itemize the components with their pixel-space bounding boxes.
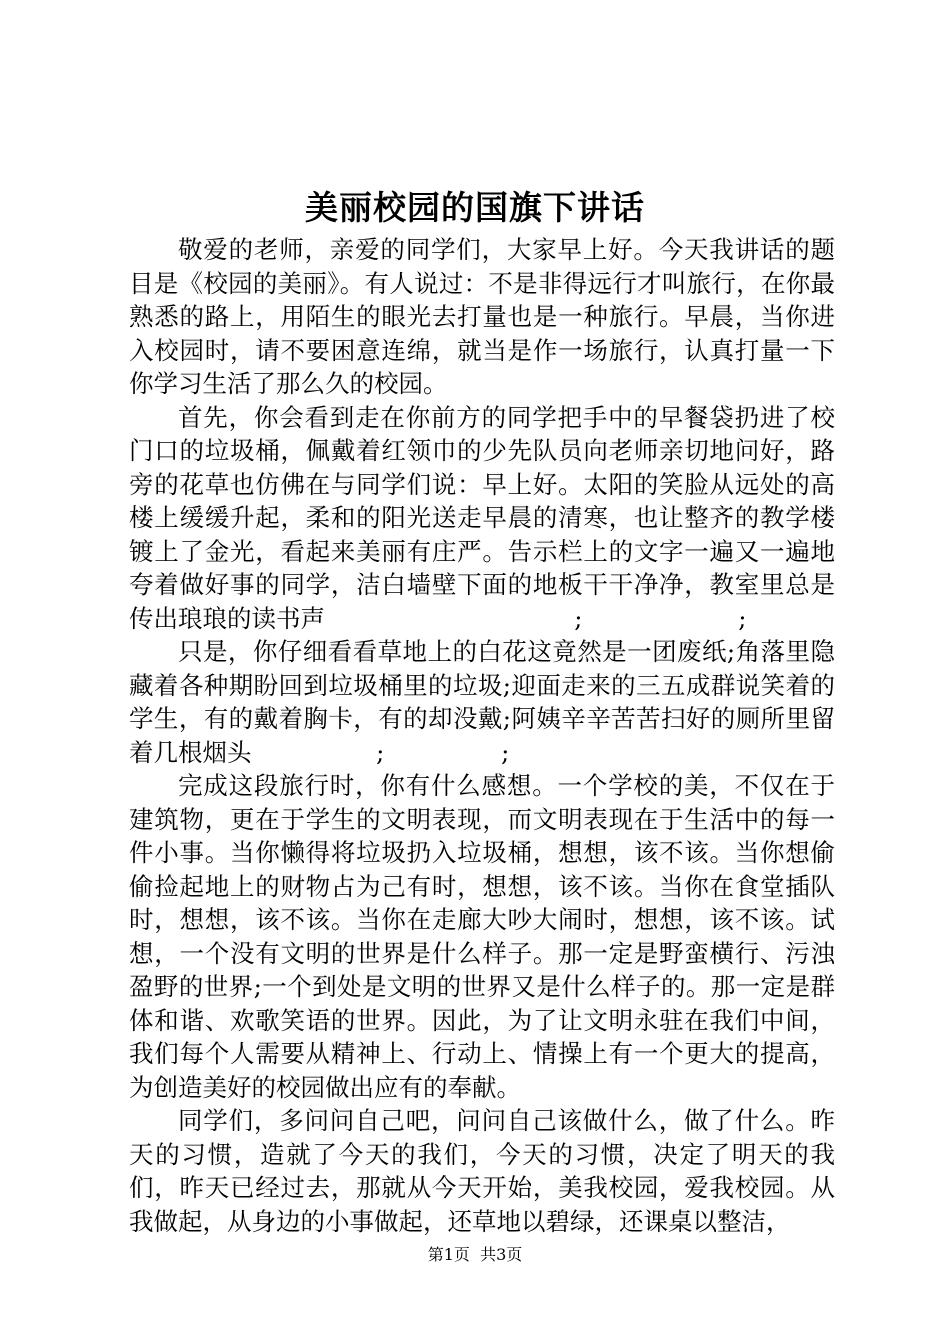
paragraph-problems: 只是，你仔细看看草地上的白花这竟然是一团废纸;角落里隐藏着各种期盼回到垃圾桶里的垃圾;迎面走来的三五成群说笑着的学生，有的戴着胸卡，有的却没戴;阿姨辛辛苦苦扫好的厕所里留着几根烟头 ; ; bbox=[129, 637, 835, 767]
paragraph-first-impression: 首先，你会看到走在你前方的同学把手中的早餐袋扔进了校门口的垃圾桶，佩戴着红领巾的少先队员向老师亲切地问好，路旁的花草也仿佛在与同学们说：早上好。太阳的笑脸从远处的高楼上缓缓升起，柔和的阳光送走早晨的清寒，也让整齐的教学楼镀上了金光，看起来美丽有庄严。告示栏上的文字一遍又一遍地夸着做好事的同学，洁白墙壁下面的地板干干净净，教室里总是传出琅琅的读书声 ; ; bbox=[129, 402, 835, 633]
document-body bbox=[129, 233, 835, 1238]
document-title: 美丽校园的国旗下讲话 bbox=[305, 188, 645, 227]
paragraph-reflection: 完成这段旅行时，你有什么感想。一个学校的美，不仅在于建筑物，更在于学生的文明表现，而文明表现在于生活中的每一件小事。当你懒得将垃圾扔入垃圾桶，想想，该不该。当你想偷偷捡起地上的财物占为己有时，想想，该不该。当你在食堂插队时，想想，该不该。当你在走廊大吵大闹时，想想，该不该。试想，一个没有文明的世界是什么样子。那一定是野蛮横行、污浊盈野的世界;一个到处是文明的世界又是什么样子的。那一定是群体和谐、欢歌笑语的世界。因此，为了让文明永驻在我们中间，我们每个人需要从精神上、行动上、情操上有一个更大的提高，为创造美好的校园做出应有的奉献。 bbox=[129, 771, 835, 1102]
page-footer: 第1页 共3页 bbox=[427, 1245, 523, 1264]
paragraph-greeting: 敬爱的老师，亲爱的同学们，大家早上好。今天我讲话的题目是《校园的美丽》。有人说过：不是非得远行才叫旅行，在你最熟悉的路上，用陌生的眼光去打量也是一种旅行。早晨，当你进入校园时，请不要困意连绵，就当是作一场旅行，认真打量一下你学习生活了那么久的校园。 bbox=[129, 235, 835, 398]
paragraph-call-to-action: 同学们，多问问自己吧，问问自己该做什么，做了什么。昨天的习惯，造就了今天的我们，今天的习惯，决定了明天的我们，昨天已经过去，那就从今天开始，美我校园，爱我校园。从我做起，从身边的小事做起，还草地以碧绿，还课桌以整洁， bbox=[129, 1106, 835, 1236]
